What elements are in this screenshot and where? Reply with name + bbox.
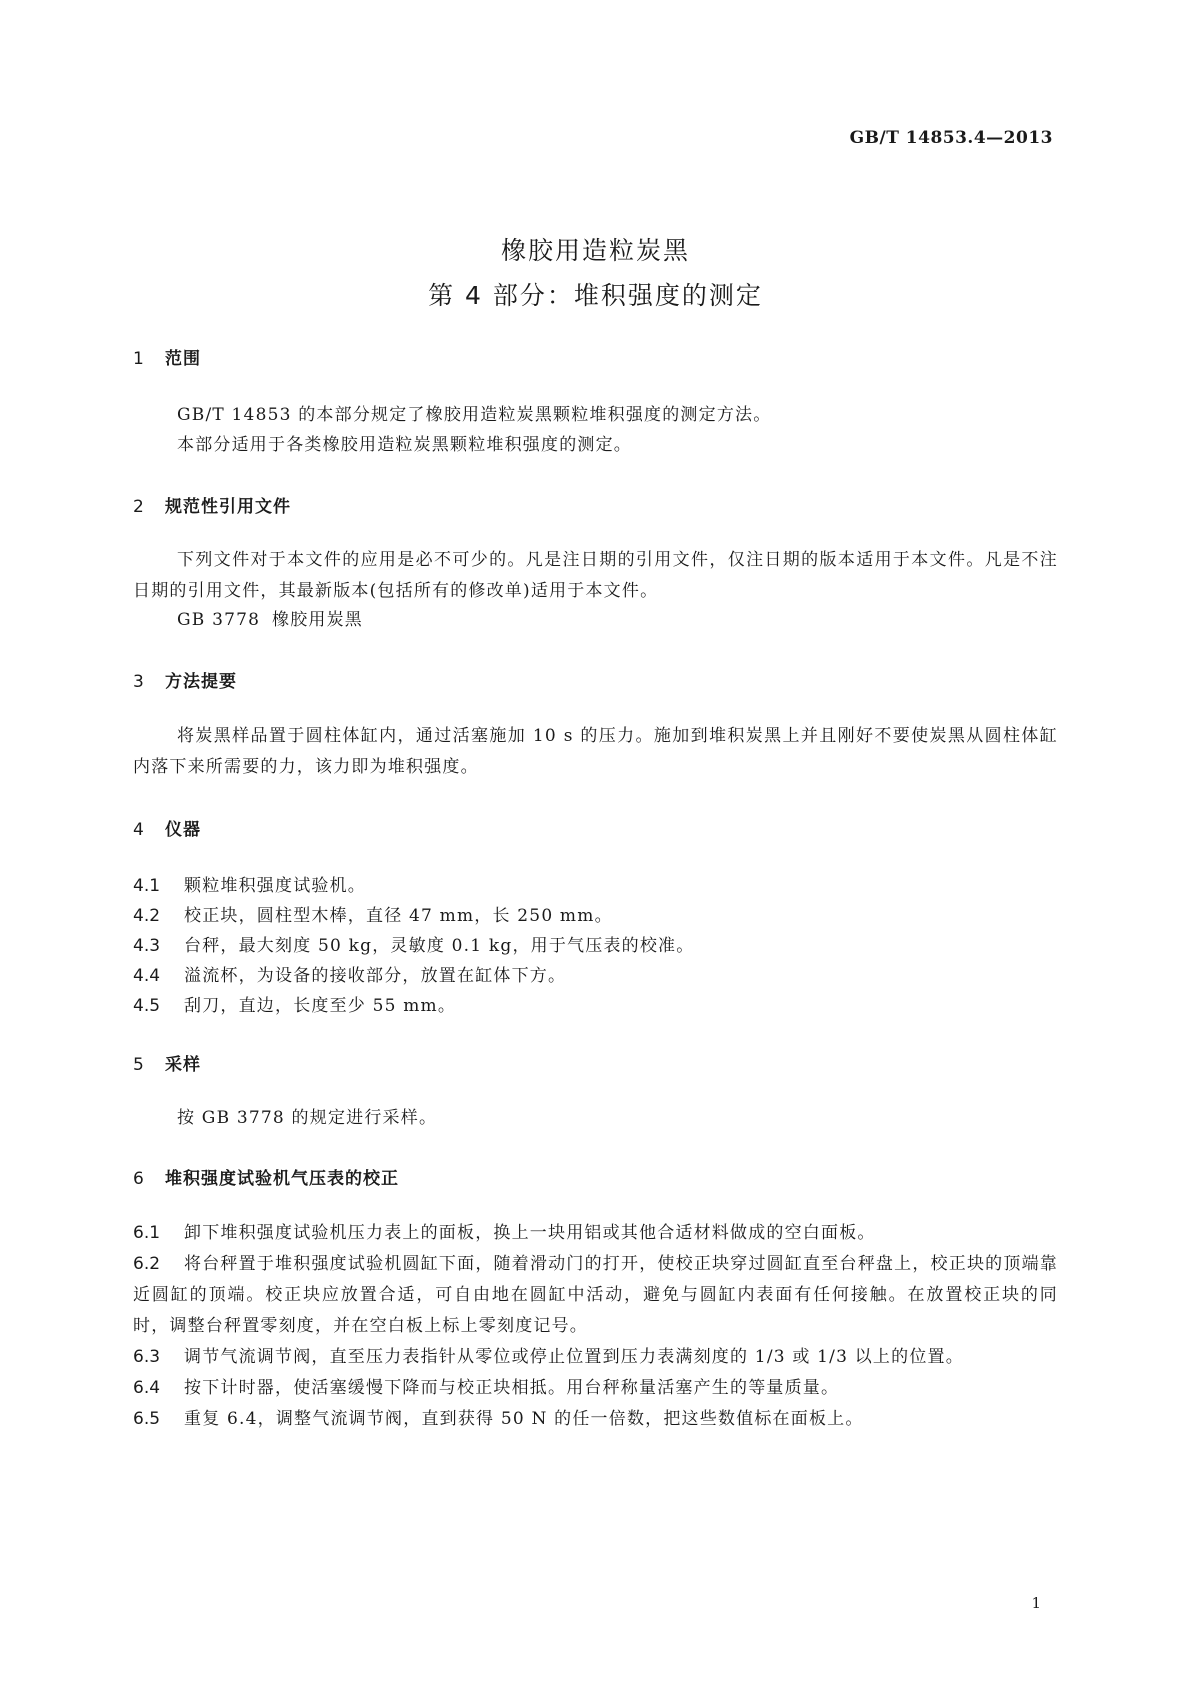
list-item (133, 1249, 1058, 1342)
reference-title: 橡胶用炭黑 (272, 610, 363, 630)
item-text: 将台秤置于堆积强度试验机圆缸下面，随着滑动门的打开，使校正块穿过圆缸直至台秤盘上，校正块的顶端靠近圆缸的顶端。校正块应放置合适，可自由地在圆缸中活动，避免与圆缸内表面有任何接触。在放置校正块的同时，调整台秤置零刻度，并在空白板上标上零刻度记号。 (133, 1254, 1058, 1336)
item-number: 4.5 (133, 996, 161, 1016)
item-text: 重复 6.4，调整气流调节阀，直到获得 50 N 的任一倍数，把这些数值标在面板上。 (184, 1409, 864, 1429)
list-item (133, 931, 1058, 962)
section-1-heading (133, 344, 201, 369)
item-text: 按下计时器，使活塞缓慢下降而与校正块相抵。用台秤称量活塞产生的等量质量。 (184, 1378, 840, 1398)
title-line-2: 第 4 部分：堆积强度的测定 (428, 281, 763, 310)
section-2-heading (133, 492, 291, 517)
title-line-1: 橡胶用造粒炭黑 (500, 236, 690, 265)
item-text: 卸下堆积强度试验机压力表上的面板，换上一块用铝或其他合适材料做成的空白面板。 (184, 1223, 876, 1243)
item-number: 6.2 (133, 1254, 161, 1274)
item-text: 校正块，圆柱型木棒，直径 47 mm，长 250 mm。 (184, 906, 613, 926)
list-item (133, 991, 1058, 1022)
item-number: 4.2 (133, 906, 161, 926)
section-2-paragraph: 下列文件对于本文件的应用是必不可少的。凡是注日期的引用文件，仅注日期的版本适用于本文件。凡是不注日期的引用文件，其最新版本(包括所有的修改单)适用于本文件。 (133, 550, 1058, 601)
list-item (133, 901, 1058, 932)
item-text: 台秤，最大刻度 50 kg，灵敏度 0.1 kg，用于气压表的校准。 (184, 936, 695, 956)
standard-code: GB/T 14853.4—2013 (849, 128, 1053, 148)
section-title: 采样 (165, 1055, 201, 1075)
section-1-paragraph-1: GB/T 14853 的本部分规定了橡胶用造粒炭黑颗粒堆积强度的测定方法。 (177, 405, 772, 425)
list-item (133, 961, 1058, 992)
section-1-paragraph-2: 本部分适用于各类橡胶用造粒炭黑颗粒堆积强度的测定。 (177, 435, 632, 455)
item-number: 6.4 (133, 1378, 161, 1398)
section-3-heading (133, 667, 237, 692)
list-item (133, 1404, 1058, 1435)
section-number: 1 (133, 349, 145, 369)
document-title (0, 228, 1191, 318)
item-number: 4.3 (133, 936, 161, 956)
reference-code: GB 3778 (177, 610, 261, 630)
item-text: 颗粒堆积强度试验机。 (184, 876, 366, 896)
item-text: 溢流杯，为设备的接收部分，放置在缸体下方。 (184, 966, 567, 986)
section-title: 仪器 (165, 820, 201, 840)
section-number: 4 (133, 820, 145, 840)
item-number: 6.3 (133, 1347, 161, 1367)
item-number: 6.1 (133, 1223, 161, 1243)
item-number: 4.4 (133, 966, 161, 986)
section-6-heading (133, 1164, 399, 1189)
item-number: 4.1 (133, 876, 161, 896)
section-title: 方法提要 (165, 672, 237, 692)
section-4-heading (133, 815, 201, 840)
item-text: 刮刀，直边，长度至少 55 mm。 (184, 996, 457, 1016)
section-number: 3 (133, 672, 145, 692)
section-5-paragraph: 按 GB 3778 的规定进行采样。 (177, 1108, 438, 1128)
list-item (133, 871, 1058, 902)
section-title: 规范性引用文件 (165, 497, 291, 517)
normative-reference (133, 605, 1058, 636)
list-item (133, 1342, 1058, 1373)
item-number: 6.5 (133, 1409, 161, 1429)
item-text: 调节气流调节阀，直至压力表指针从零位或停止位置到压力表满刻度的 1/3 或 1/3 以上的位置。 (184, 1347, 964, 1367)
list-item (133, 1373, 1058, 1404)
section-number: 2 (133, 497, 145, 517)
page-number: 1 (1031, 1594, 1041, 1612)
list-item (133, 1218, 1058, 1249)
section-title: 范围 (165, 349, 201, 369)
section-number: 5 (133, 1055, 145, 1075)
section-3-paragraph: 将炭黑样品置于圆柱体缸内，通过活塞施加 10 s 的压力。施加到堆积炭黑上并且刚好不要使炭黑从圆柱体缸内落下来所需要的力，该力即为堆积强度。 (133, 726, 1058, 777)
section-5-heading (133, 1050, 201, 1075)
section-title: 堆积强度试验机气压表的校正 (165, 1169, 399, 1189)
section-number: 6 (133, 1169, 145, 1189)
